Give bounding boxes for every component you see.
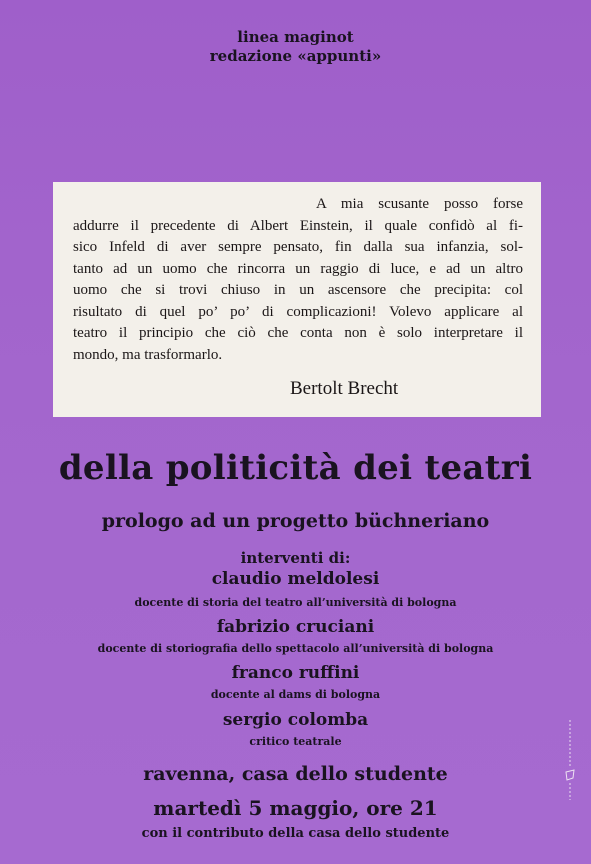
quote-author: Bertolt Brecht	[290, 378, 399, 399]
speaker-name: franco ruffini	[231, 663, 360, 683]
quote-line: addurre il precedente di Albert Einstein, il quale confidò al fi-	[73, 217, 523, 234]
contribution-note: con il contributo della casa dello studente	[141, 826, 450, 841]
quote-line: uomo che si trovi chiuso in un ascensore che precipita: col	[73, 282, 523, 298]
quote-line: teatro il principio che ciò che conta non è solo interpretare il	[73, 325, 523, 341]
speaker-name: sergio colomba	[222, 710, 369, 730]
quote-line: A mia scusante posso forse	[316, 196, 523, 212]
quote-text	[73, 194, 523, 366]
event-date: martedì 5 maggio, ore 21	[153, 796, 438, 820]
speaker-name: claudio meldolesi	[211, 569, 380, 589]
poster-subtitle: prologo ad un progetto büchneriano	[101, 510, 490, 532]
poster-title: della politicità dei teatri	[58, 448, 533, 488]
interventi-label: interventi di:	[240, 549, 351, 567]
speaker-role: docente di storiografia dello spettacolo all’università di bologna	[97, 642, 494, 655]
poster-header	[0, 28, 591, 66]
event-place: ravenna, casa dello studente	[143, 763, 448, 785]
quote-box	[53, 182, 541, 417]
speaker-name: fabrizio cruciani	[216, 617, 375, 637]
header-line-2: redazione «appunti»	[209, 47, 382, 65]
speaker-role: critico teatrale	[249, 735, 342, 748]
speaker-role: docente al dams di bologna	[210, 688, 381, 701]
quote-line: tanto ad un uomo che rincorra un raggio di luce, e ad un altro	[73, 260, 523, 277]
header-line-1: linea maginot	[237, 28, 354, 46]
quote-line: sico Infeld di aver sempre pensato, fin dalla sua infanzia, sol-	[73, 239, 523, 255]
speaker-role: docente di storia del teatro all’università di bologna	[134, 596, 457, 609]
quote-line: mondo, ma trasformarlo.	[73, 346, 223, 363]
quote-line: risultato di quel po’ po’ di complicazioni! Volevo applicare al	[73, 303, 523, 320]
printer-mark-icon	[565, 720, 575, 800]
